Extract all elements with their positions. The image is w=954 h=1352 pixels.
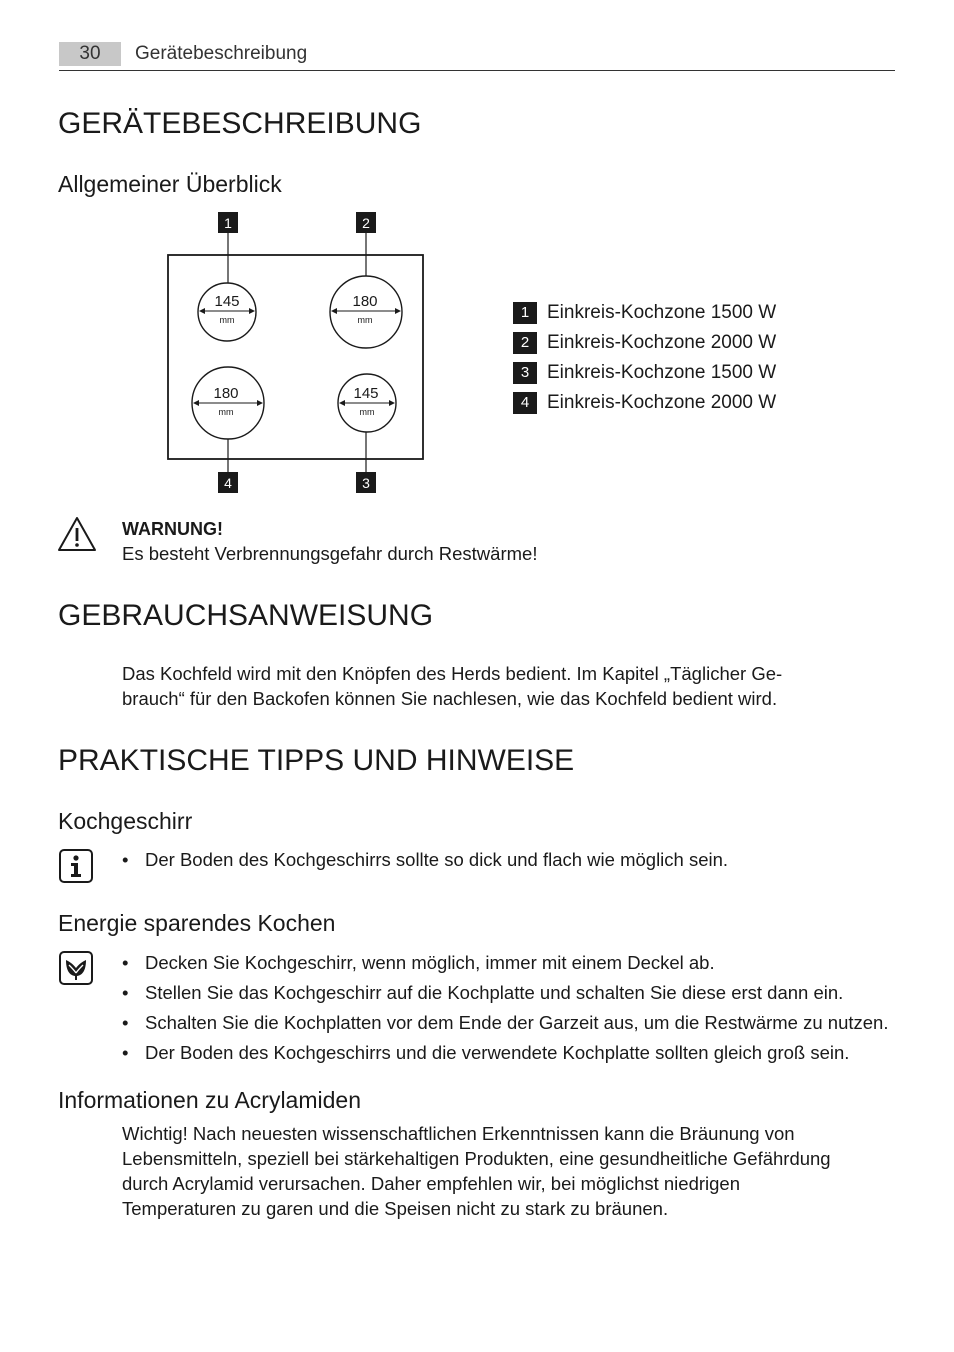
list-item: • Der Boden des Kochgeschirrs sollte so dick und flach wie möglich sein. — [122, 845, 728, 875]
callout-box-3 — [356, 472, 376, 493]
page-number: 30 — [59, 42, 121, 66]
zone-4-diameter: 180 — [213, 385, 239, 402]
acrylamid-line-4: Temperaturen zu garen und die Speisen nicht zu stark zu bräunen. — [122, 1198, 669, 1219]
zone-4-unit: mm — [218, 407, 234, 417]
energie-list — [122, 948, 888, 1068]
section-title-gebrauchsanweisung: GEBRAUCHSANWEISUNG — [58, 599, 434, 632]
callout-box-1 — [218, 212, 238, 233]
legend-label: Einkreis-Kochzone 2000 W — [547, 392, 777, 413]
warning-text: Es besteht Verbrennungsgefahr durch Restwärme! — [122, 543, 538, 564]
acrylamid-line-1: Nach neuesten wissenschaftlichen Erkenntnissen kann die Bräunung von — [187, 1123, 795, 1144]
list-item: • Schalten Sie die Kochplatten vor dem Ende der Garzeit aus, um die Restwärme zu nutzen. — [122, 1008, 888, 1038]
environment-leaf-icon — [59, 951, 93, 985]
legend-item — [513, 388, 776, 418]
legend-item — [513, 358, 776, 388]
svg-text:3: 3 — [362, 475, 370, 491]
legend-number: 2 — [513, 332, 537, 354]
info-icon — [59, 849, 93, 883]
warning-icon — [57, 516, 97, 552]
svg-text:2: 2 — [362, 215, 370, 231]
zone-2-unit: mm — [357, 315, 373, 325]
subsection-title-ueberblick: Allgemeiner Überblick — [58, 171, 282, 197]
acrylamid-line-3: durch Acrylamid verursachen. Daher empfehlen wir, bei möglichst niedrigen — [122, 1173, 740, 1194]
running-title: Gerätebeschreibung — [135, 43, 308, 64]
zone-legend — [513, 298, 776, 418]
cooking-zone-4 — [192, 367, 264, 439]
svg-text:1: 1 — [224, 215, 232, 231]
list-item: • Stellen Sie das Kochgeschirr auf die Kochplatte und schalten Sie diese erst dann ein. — [122, 978, 888, 1008]
warning-title: WARNUNG! — [122, 519, 223, 539]
legend-label: Einkreis-Kochzone 1500 W — [547, 362, 777, 383]
acrylamid-paragraph — [122, 1121, 902, 1221]
legend-label: Einkreis-Kochzone 1500 W — [547, 302, 777, 323]
cooking-zone-1 — [198, 283, 256, 341]
cooking-zone-3 — [338, 374, 396, 432]
usage-line-2: brauch“ für den Backofen können Sie nachlesen, wie das Kochfeld bedient wird. — [122, 688, 778, 709]
svg-text:4: 4 — [224, 475, 232, 491]
usage-line-1: Das Kochfeld wird mit den Knöpfen des Herds bedient. Im Kapitel „Täglicher Ge- — [122, 663, 783, 684]
legend-number: 3 — [513, 362, 537, 384]
zone-3-unit: mm — [359, 407, 375, 417]
callout-box-4 — [218, 472, 238, 493]
acrylamid-lead: Wichtig! — [122, 1123, 188, 1144]
hob-diagram — [160, 205, 435, 500]
zone-2-diameter: 180 — [352, 293, 378, 310]
callout-box-2 — [356, 212, 376, 233]
acrylamid-line-2: Lebensmitteln, speziell bei stärkehaltigen Produkten, eine gesundheitliche Gefährdung — [122, 1148, 831, 1169]
legend-item — [513, 298, 776, 328]
legend-number: 1 — [513, 302, 537, 324]
kochgeschirr-list — [122, 845, 728, 875]
zone-1-unit: mm — [219, 315, 235, 325]
subsection-title-kochgeschirr: Kochgeschirr — [58, 808, 193, 834]
legend-item — [513, 328, 776, 358]
subsection-title-acrylamid: Informationen zu Acrylamiden — [58, 1087, 361, 1113]
section-title-geraetebeschreibung: GERÄTEBESCHREIBUNG — [58, 107, 422, 140]
usage-paragraph — [122, 661, 902, 711]
zone-1-diameter: 145 — [214, 293, 240, 310]
list-item: • Decken Sie Kochgeschirr, wenn möglich, immer mit einem Deckel ab. — [122, 948, 888, 978]
header-rule — [59, 70, 895, 71]
cooking-zone-2 — [330, 276, 402, 348]
legend-label: Einkreis-Kochzone 2000 W — [547, 332, 777, 353]
section-title-tipps: PRAKTISCHE TIPPS UND HINWEISE — [58, 744, 575, 777]
zone-3-diameter: 145 — [353, 385, 379, 402]
legend-number: 4 — [513, 392, 537, 414]
list-item: • Der Boden des Kochgeschirrs und die verwendete Kochplatte sollten gleich groß sein. — [122, 1038, 888, 1068]
subsection-title-energie: Energie sparendes Kochen — [58, 910, 336, 936]
